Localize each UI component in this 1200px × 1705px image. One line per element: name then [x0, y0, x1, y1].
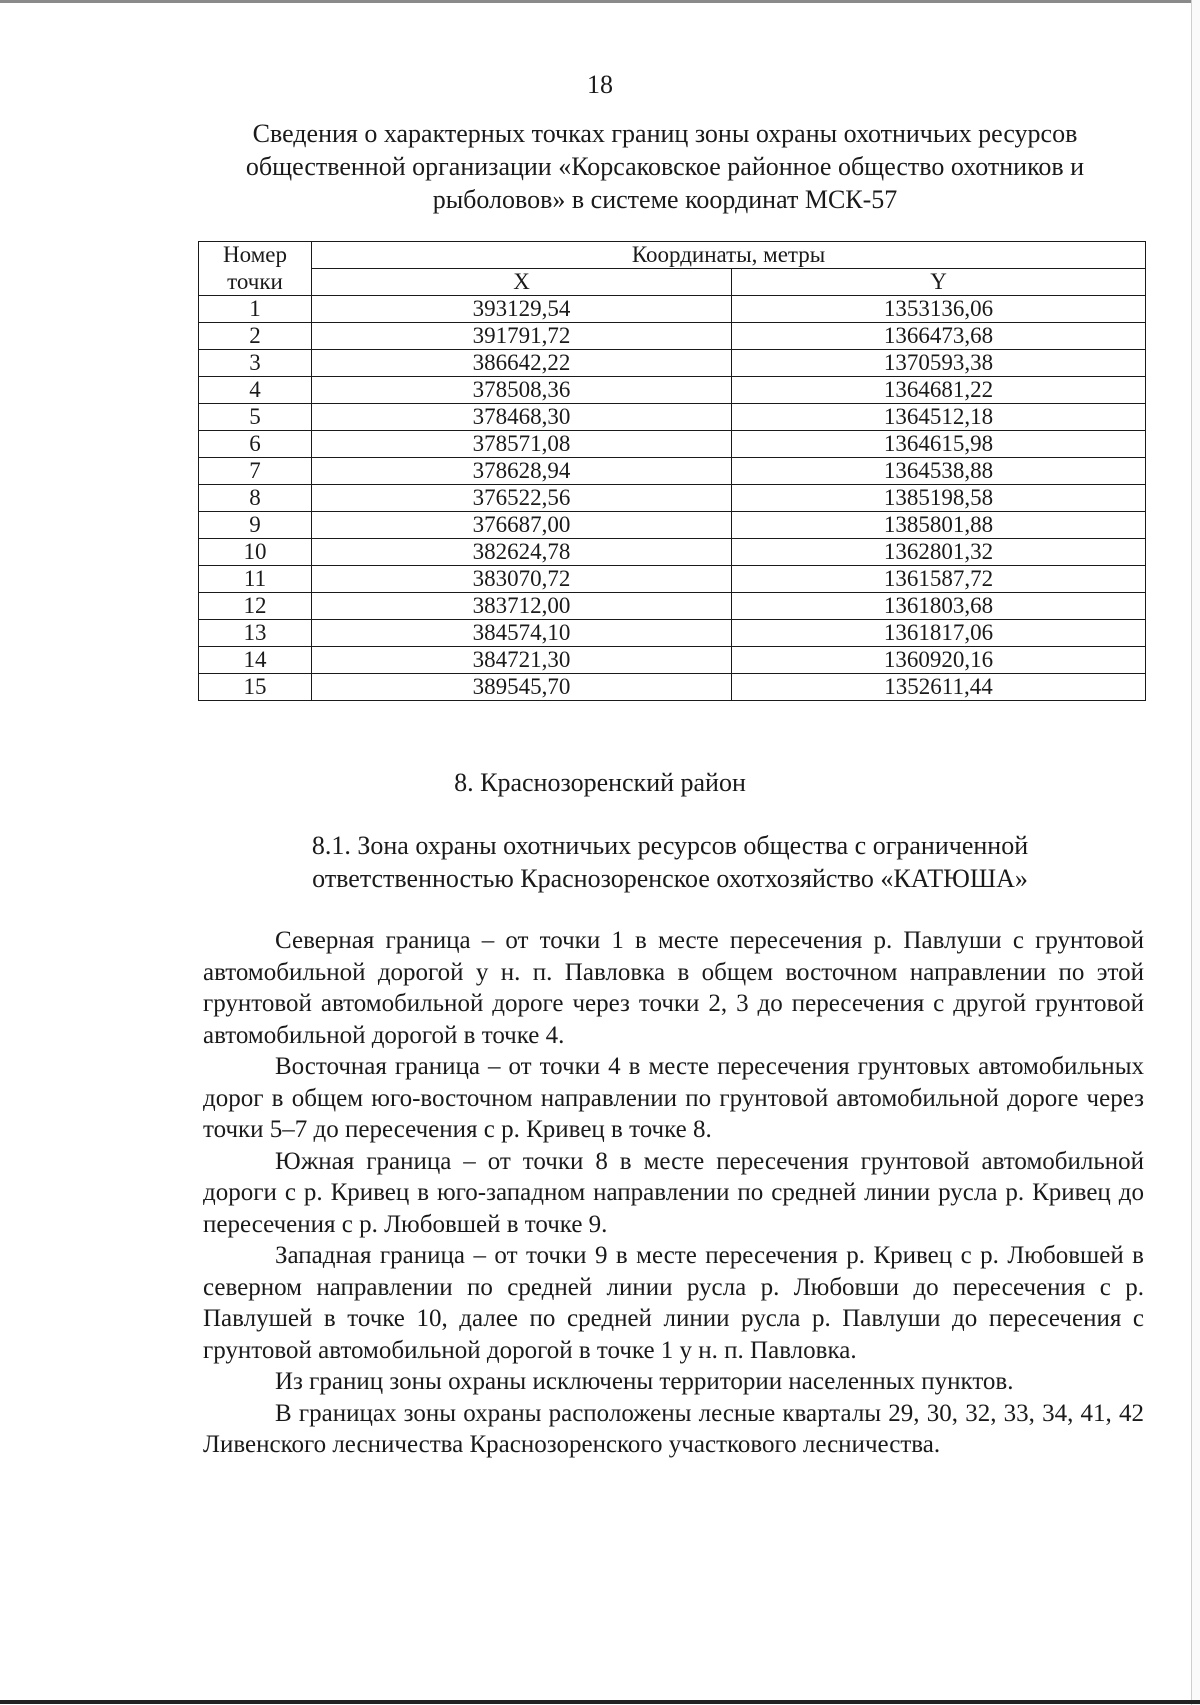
table-heading: Сведения о характерных точках границ зоны охраны охотничьих ресурсов общественной организации «Корсаковское районное общество охотников и рыболовов» в системе координат МСК-57 [245, 119, 1085, 214]
table-row [199, 539, 1146, 566]
table-row [199, 404, 1146, 431]
y-cell: 1353136,06 [732, 296, 1146, 323]
y-cell: 1385801,88 [732, 512, 1146, 539]
point-number-header-cont [199, 269, 312, 296]
x-cell: 378508,36 [312, 377, 732, 404]
x-cell: 386642,22 [312, 350, 732, 377]
point-number-cell: 15 [199, 674, 312, 701]
x-cell: 389545,70 [312, 674, 732, 701]
y-cell: 1364538,88 [732, 458, 1146, 485]
x-cell: 393129,54 [312, 296, 732, 323]
table-row [199, 512, 1146, 539]
paragraph-north-boundary: Северная граница – от точки 1 в месте пересечения р. Павлуши с грунтовой автомобильной дорогой у н. п. Павловка в общем восточном направлении по этой грунтовой автомобильной дороге через точки 2, 3 до пересечения с другой грунтовой автомобильной дорогой в точке 4. [203, 927, 1144, 1049]
point-number-header-line1: Номер [223, 242, 287, 268]
x-cell: 383070,72 [312, 566, 732, 593]
y-cell: 1364681,22 [732, 377, 1146, 404]
table-row [199, 377, 1146, 404]
point-number-cell: 3 [199, 350, 312, 377]
coordinates-table [198, 241, 1146, 701]
bottom-scan-border [0, 1700, 1200, 1704]
point-number-cell: 8 [199, 485, 312, 512]
table-row [199, 485, 1146, 512]
paragraph-forest-quarters: В границах зоны охраны расположены лесные кварталы 29, 30, 32, 33, 34, 41, 42 Ливенского лесничества Краснозоренского участкового лесничества. [203, 1399, 1144, 1458]
point-number-header-line2: точки [227, 268, 283, 294]
table-row [199, 431, 1146, 458]
body-text [203, 925, 1144, 1461]
point-number-cell: 12 [199, 593, 312, 620]
table-body [199, 296, 1146, 701]
point-number-cell: 6 [199, 431, 312, 458]
point-number-cell: 7 [199, 458, 312, 485]
y-cell: 1364512,18 [732, 404, 1146, 431]
x-cell: 384721,30 [312, 647, 732, 674]
y-cell: 1370593,38 [732, 350, 1146, 377]
y-cell: 1385198,58 [732, 485, 1146, 512]
table-row [199, 350, 1146, 377]
y-cell: 1364615,98 [732, 431, 1146, 458]
x-cell: 378628,94 [312, 458, 732, 485]
table-row [199, 674, 1146, 701]
point-number-cell: 2 [199, 323, 312, 350]
x-header: X [312, 269, 732, 296]
y-cell: 1361817,06 [732, 620, 1146, 647]
table-subheader-row [199, 269, 1146, 296]
table-row [199, 593, 1146, 620]
y-cell: 1361587,72 [732, 566, 1146, 593]
table-row [199, 323, 1146, 350]
y-cell: 1366473,68 [732, 323, 1146, 350]
point-number-cell: 5 [199, 404, 312, 431]
table-row [199, 566, 1146, 593]
x-cell: 384574,10 [312, 620, 732, 647]
point-number-cell: 14 [199, 647, 312, 674]
page-number: 18 [587, 70, 613, 99]
right-scan-edge [1191, 0, 1200, 1705]
x-cell: 378571,08 [312, 431, 732, 458]
paragraph-east-boundary: Восточная граница – от точки 4 в месте пересечения грунтовых автомобильных дорог в общем юго-восточном направлении по грунтовой автомобильной дороге через точки 5–7 до пересечения с р. Кривец в точке 8. [203, 1053, 1144, 1143]
y-cell: 1361803,68 [732, 593, 1146, 620]
y-cell: 1362801,32 [732, 539, 1146, 566]
y-cell: 1360920,16 [732, 647, 1146, 674]
table-header-row [199, 242, 1146, 269]
point-number-header [199, 242, 312, 269]
coordinates-header: Координаты, метры [312, 242, 1146, 269]
point-number-cell: 10 [199, 539, 312, 566]
point-number-cell: 4 [199, 377, 312, 404]
table-row [199, 458, 1146, 485]
x-cell: 378468,30 [312, 404, 732, 431]
table-row [199, 620, 1146, 647]
table-row [199, 647, 1146, 674]
point-number-cell: 9 [199, 512, 312, 539]
x-cell: 382624,78 [312, 539, 732, 566]
point-number-cell: 1 [199, 296, 312, 323]
point-number-cell: 13 [199, 620, 312, 647]
x-cell: 376687,00 [312, 512, 732, 539]
point-number-cell: 11 [199, 566, 312, 593]
y-cell: 1352611,44 [732, 674, 1146, 701]
paragraph-west-boundary: Западная граница – от точки 9 в месте пересечения р. Кривец с р. Любовшей в северном направлении по средней линии русла р. Любовши до пересечения с р. Павлушей в точке 10, далее по средней линии русла р. Павлуши до пересечения с грунтовой автомобильной дорогой в точке 1 у н. п. Павловка. [203, 1242, 1144, 1364]
subsection-title: 8.1. Зона охраны охотничьих ресурсов общества с ограниченной ответственностью Краснозоренское охотхозяйство «КАТЮША» [311, 831, 1029, 893]
y-header: Y [732, 269, 1146, 296]
x-cell: 383712,00 [312, 593, 732, 620]
x-cell: 376522,56 [312, 485, 732, 512]
top-scan-border [0, 0, 1200, 3]
paragraph-south-boundary: Южная граница – от точки 8 в месте пересечения грунтовой автомобильной дороги с р. Кривец в юго-западном направлении по средней линии русла р. Кривец до пересечения с р. Любовшей в точке 9. [203, 1147, 1144, 1238]
table-row [199, 296, 1146, 323]
section-title: 8. Краснозоренский район [454, 768, 746, 797]
x-cell: 391791,72 [312, 323, 732, 350]
paragraph-exclusions: Из границ зоны охраны исключены территории населенных пунктов. [275, 1368, 1014, 1395]
